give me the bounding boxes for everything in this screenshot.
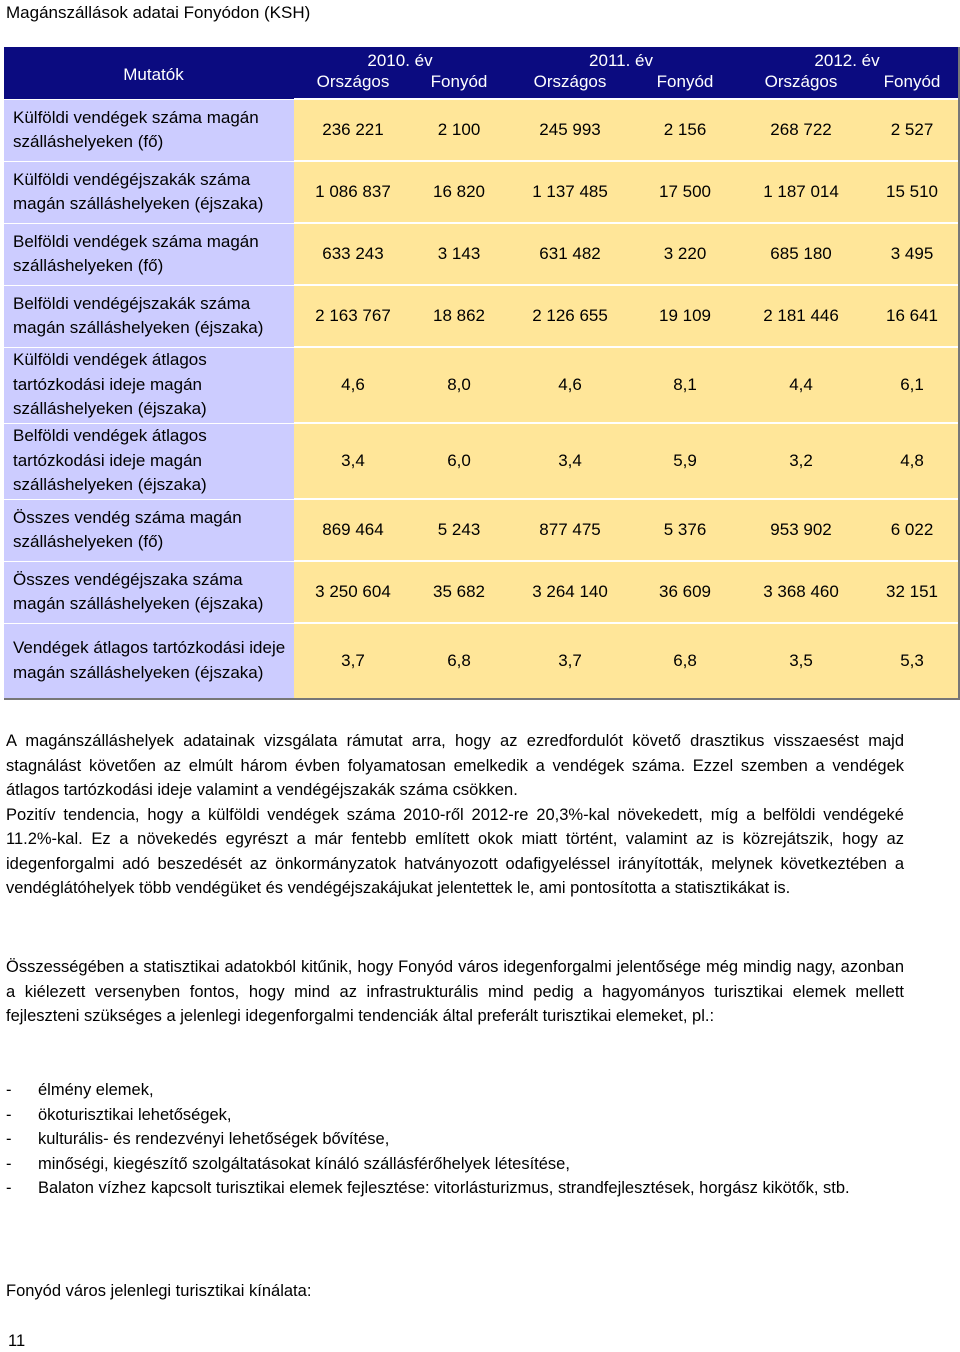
data-cell: 3 368 460 xyxy=(736,561,866,623)
page-number: 11 xyxy=(8,1332,26,1350)
table-row xyxy=(4,499,959,561)
row-label: Belföldi vendégek átlagos tartózkodási ideje magán szálláshelyeken (éjszaka) xyxy=(4,423,294,499)
data-cell: 633 243 xyxy=(294,223,412,285)
column-header: Fonyód xyxy=(634,71,736,99)
bullet-dash: - xyxy=(6,1130,12,1148)
data-cell: 16 641 xyxy=(866,285,959,347)
data-cell: 4,6 xyxy=(294,347,412,423)
year-header: 2010. év xyxy=(294,47,506,71)
column-header: Országos xyxy=(736,71,866,99)
data-cell: 3 143 xyxy=(412,223,506,285)
year-header: 2011. év xyxy=(506,47,736,71)
summary-text xyxy=(6,955,904,1029)
data-cell: 5,3 xyxy=(866,623,959,699)
data-cell: 15 510 xyxy=(866,161,959,223)
list-item-text: minőségi, kiegészítő szolgáltatásokat kínáló szállásférőhelyek létesítése, xyxy=(38,1154,570,1173)
data-cell: 236 221 xyxy=(294,99,412,161)
year-header: 2012. év xyxy=(736,47,959,71)
data-cell: 1 137 485 xyxy=(506,161,634,223)
data-cell: 3,2 xyxy=(736,423,866,499)
data-cell: 2 100 xyxy=(412,99,506,161)
data-cell: 1 187 014 xyxy=(736,161,866,223)
page-title: Magánszállások adatai Fonyódon (KSH) xyxy=(6,3,311,22)
year-header-row xyxy=(4,47,959,71)
table-row xyxy=(4,161,959,223)
table-row xyxy=(4,623,959,699)
column-header: Országos xyxy=(294,71,412,99)
data-cell: 5,9 xyxy=(634,423,736,499)
paragraph: A magánszálláshelyek adatainak vizsgálata rámutat arra, hogy az ezredfordulót követő drasztikus visszaesést majd stagnálást követően az elmúlt három évben folyamatosan emelkedik a vendégek száma. Ezzel szemben a vendégek átlagos tartózkodási ideje valamint a vendégéjszakák száma csökken. xyxy=(6,732,904,799)
data-cell: 245 993 xyxy=(506,99,634,161)
development-list xyxy=(6,1078,904,1201)
table-row xyxy=(4,285,959,347)
data-cell: 2 156 xyxy=(634,99,736,161)
data-cell: 6,8 xyxy=(412,623,506,699)
data-cell: 8,0 xyxy=(412,347,506,423)
list-item xyxy=(6,1103,904,1128)
section-heading: Fonyód város jelenlegi turisztikai kínálata: xyxy=(6,1282,312,1300)
data-cell: 869 464 xyxy=(294,499,412,561)
data-cell: 6 022 xyxy=(866,499,959,561)
data-cell: 3,7 xyxy=(294,623,412,699)
data-cell: 2 181 446 xyxy=(736,285,866,347)
table-row xyxy=(4,423,959,499)
data-cell: 631 482 xyxy=(506,223,634,285)
data-cell: 3,5 xyxy=(736,623,866,699)
data-cell: 36 609 xyxy=(634,561,736,623)
data-cell: 35 682 xyxy=(412,561,506,623)
data-cell: 685 180 xyxy=(736,223,866,285)
list-item xyxy=(6,1078,904,1103)
data-cell: 3 250 604 xyxy=(294,561,412,623)
row-label: Külföldi vendégéjszakák száma magán szálláshelyeken (éjszaka) xyxy=(4,161,294,223)
data-cell: 268 722 xyxy=(736,99,866,161)
row-label: Összes vendégéjszaka száma magán szálláshelyeken (éjszaka) xyxy=(4,561,294,623)
table-row xyxy=(4,223,959,285)
data-cell: 3 264 140 xyxy=(506,561,634,623)
statistics-table xyxy=(4,47,960,700)
data-cell: 3,4 xyxy=(294,423,412,499)
row-label: Külföldi vendégek száma magán szálláshelyeken (fő) xyxy=(4,99,294,161)
data-cell: 19 109 xyxy=(634,285,736,347)
column-header: Országos xyxy=(506,71,634,99)
list-item-text: élmény elemek, xyxy=(38,1081,154,1099)
analysis-text xyxy=(6,729,904,901)
data-cell: 8,1 xyxy=(634,347,736,423)
list-item xyxy=(6,1176,904,1201)
data-cell: 3,4 xyxy=(506,423,634,499)
column-header: Fonyód xyxy=(866,71,959,99)
data-cell: 4,8 xyxy=(866,423,959,499)
data-cell: 17 500 xyxy=(634,161,736,223)
list-item-text: kulturális- és rendezvényi lehetőségek bővítése, xyxy=(38,1130,390,1148)
paragraph: Összességében a statisztikai adatokból kitűnik, hogy Fonyód város idegenforgalmi jelentősége még mindig nagy, azonban a kiélezett versenyben fontos, hogy mind az infrastrukturális mind pedig a hagyományos turisztikai elemek mellett fejleszteni szükséges a jelenlegi idegenforgalmi tendenciák által preferált turisztikai elemeket, pl.: xyxy=(6,958,904,1025)
data-cell: 2 126 655 xyxy=(506,285,634,347)
list-item xyxy=(6,1127,904,1152)
table-row xyxy=(4,347,959,423)
data-cell: 4,6 xyxy=(506,347,634,423)
data-cell: 32 151 xyxy=(866,561,959,623)
bullet-dash: - xyxy=(6,1081,12,1099)
data-cell: 5 376 xyxy=(634,499,736,561)
list-item-text: ökoturisztikai lehetőségek, xyxy=(38,1105,232,1124)
row-label: Belföldi vendégek száma magán szálláshelyeken (fő) xyxy=(4,223,294,285)
data-cell: 3 495 xyxy=(866,223,959,285)
data-cell: 3,7 xyxy=(506,623,634,699)
paragraph: Pozitív tendencia, hogy a külföldi vendégek száma 2010-ről 2012-re 20,3%-kal növekedett, míg a belföldi vendégeké 11.2%-kal. Ez a növekedés egyrészt a már fentebb említett okok miatt történt, valamint az is közrejátszik, hogy az idegenforgalmi adó beszedését az önkormányzatok hatványozott odafigyeléssel irányították, melynek következtében a vendéglátóhelyek több vendégüket és vendégéjszakájukat jelentettek le, ami pontosította a statisztikákat is. xyxy=(6,805,904,897)
data-cell: 2 163 767 xyxy=(294,285,412,347)
bullet-dash: - xyxy=(6,1154,12,1173)
table-row xyxy=(4,99,959,161)
table-row xyxy=(4,561,959,623)
row-label: Összes vendég száma magán szálláshelyeken (fő) xyxy=(4,499,294,561)
data-cell: 4,4 xyxy=(736,347,866,423)
data-cell: 16 820 xyxy=(412,161,506,223)
data-cell: 3 220 xyxy=(634,223,736,285)
column-header: Fonyód xyxy=(412,71,506,99)
list-item-text: Balaton vízhez kapcsolt turisztikai elemek fejlesztése: vitorlásturizmus, strandfejlesztések, horgász kikötők, stb. xyxy=(38,1179,850,1197)
row-label: Külföldi vendégek átlagos tartózkodási ideje magán szálláshelyeken (éjszaka) xyxy=(4,347,294,423)
data-cell: 1 086 837 xyxy=(294,161,412,223)
bullet-dash: - xyxy=(6,1105,12,1124)
indicator-header: Mutatók xyxy=(4,47,294,99)
row-label: Vendégek átlagos tartózkodási ideje magán szálláshelyeken (éjszaka) xyxy=(4,623,294,699)
data-cell: 6,8 xyxy=(634,623,736,699)
data-cell: 6,1 xyxy=(866,347,959,423)
data-cell: 5 243 xyxy=(412,499,506,561)
data-cell: 953 902 xyxy=(736,499,866,561)
data-cell: 6,0 xyxy=(412,423,506,499)
data-cell: 18 862 xyxy=(412,285,506,347)
row-label: Belföldi vendégéjszakák száma magán szálláshelyeken (éjszaka) xyxy=(4,285,294,347)
data-cell: 2 527 xyxy=(866,99,959,161)
list-item xyxy=(6,1152,904,1177)
data-cell: 877 475 xyxy=(506,499,634,561)
bullet-dash: - xyxy=(6,1179,12,1197)
